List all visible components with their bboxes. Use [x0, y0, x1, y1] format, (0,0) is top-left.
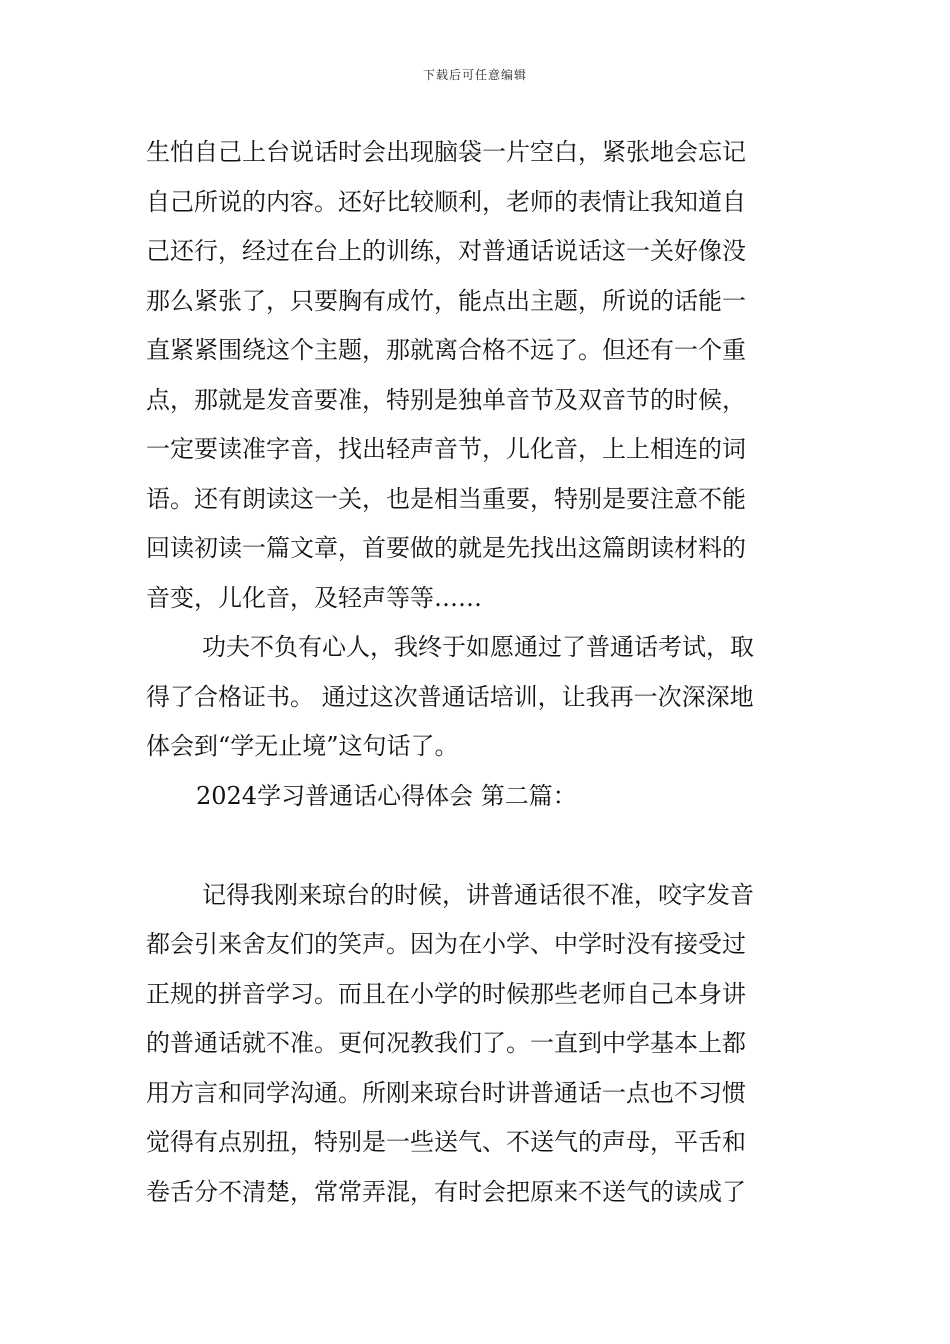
- paragraph-line: 卷舌分不清楚，常常弄混，有时会把原来不送气的读成了: [146, 1177, 746, 1206]
- paragraph-line: 己还行，经过在台上的训练，对普通话说话这一关好像没: [146, 237, 746, 265]
- paragraph-line: 生怕自己上台说话时会出现脑袋一片空白，紧张地会忘记: [146, 138, 746, 166]
- paragraph-line: 觉得有点别扭，特别是一些送气、不送气的声母，平舌和: [146, 1128, 746, 1156]
- paragraph-line: 回读初读一篇文章，首要做的就是先找出这篇朗读材料的: [146, 534, 746, 562]
- page-header-note: 下载后可任意编辑: [422, 68, 527, 82]
- paragraph-line: 那么紧张了，只要胸有成竹，能点出主题，所说的话能一: [146, 286, 746, 315]
- paragraph-line: 的普通话就不准。更何况教我们了。一直到中学基本上都: [146, 1029, 746, 1057]
- blank-line: [146, 821, 806, 871]
- paragraph-line: 语。还有朗读这一关，也是相当重要，特别是要注意不能: [146, 484, 746, 513]
- paragraph-line: 点，那就是发音要准，特别是独单音节及双音节的时候，: [146, 385, 746, 414]
- paragraph-line: 一定要读准字音，找出轻声音节，儿化音，上上相连的词: [146, 435, 746, 463]
- paragraph-line: 用方言和同学沟通。所刚来琼台时讲普通话一点也不习惯: [146, 1078, 746, 1107]
- paragraph-line: 记得我刚来琼台的时候，讲普通话很不准，咬字发音: [202, 880, 754, 909]
- paragraph-line: 得了合格证书。 通过这次普通话培训，让我再一次深深地: [146, 682, 754, 711]
- paragraph-line: 体会到“学无止境”这句话了。: [146, 732, 459, 760]
- paragraph-line: 都会引来舍友们的笑声。因为在小学、中学时没有接受过: [146, 930, 746, 958]
- paragraph-line: 音变，儿化音，及轻声等等……: [146, 583, 482, 612]
- paragraph-line: 功夫不负有心人，我终于如愿通过了普通话考试，取: [202, 633, 754, 661]
- paragraph-line: 直紧紧围绕这个主题，那就离合格不远了。但还有一个重: [146, 336, 746, 364]
- section-heading: 2024学习普通话心得体会 第二篇：: [196, 781, 577, 810]
- paragraph-line: 正规的拼音学习。而且在小学的时候那些老师自己本身讲: [146, 979, 746, 1008]
- paragraph-line: 自己所说的内容。还好比较顺利，老师的表情让我知道自: [146, 187, 746, 216]
- document-body: [146, 128, 806, 1217]
